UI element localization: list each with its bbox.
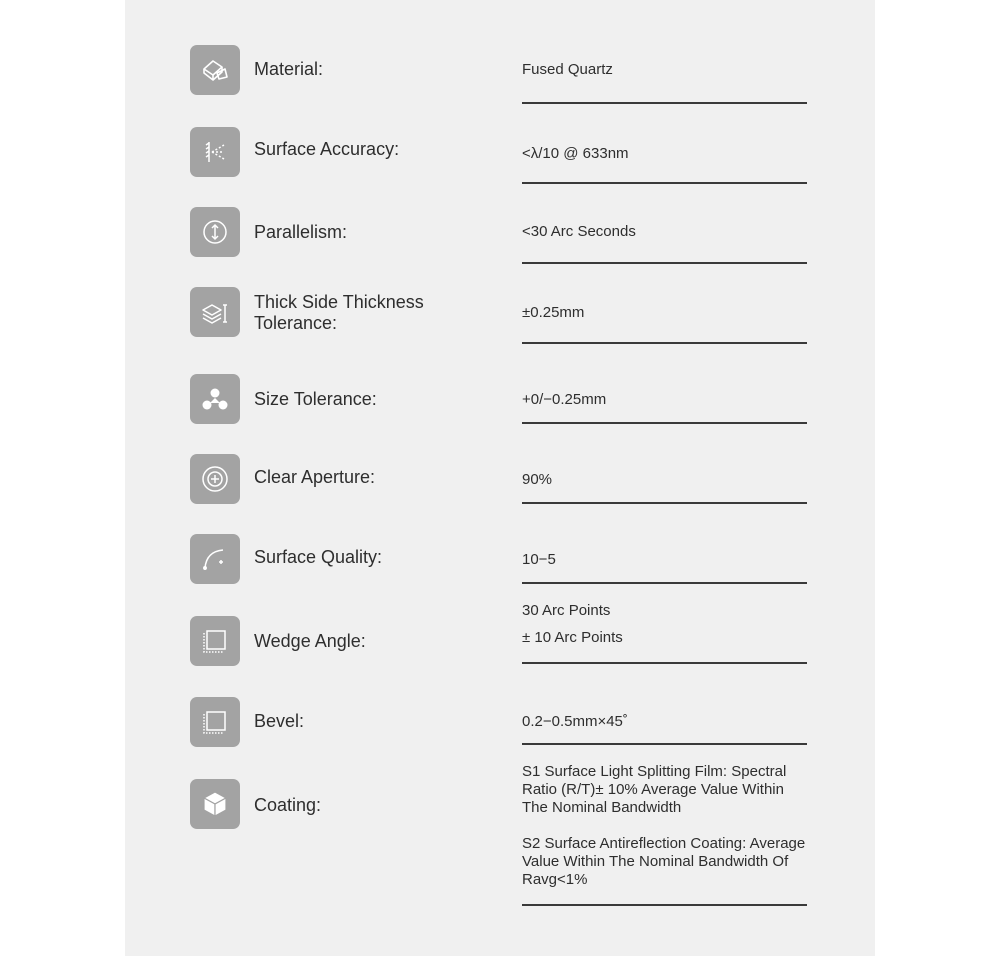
- divider: [522, 502, 807, 504]
- spec-label-coating: Coating:: [254, 795, 322, 815]
- divider: [522, 582, 807, 584]
- coating-icon: [190, 779, 240, 829]
- spec-value-bevel: 0.2−0.5mm×45˚: [522, 713, 628, 730]
- divider: [522, 262, 807, 264]
- spec-panel: [125, 0, 875, 956]
- coating-paragraph: S2 Surface Antireflection Coating: Average Value Within The Nominal Bandwidth Of Ravg<1%: [522, 835, 806, 888]
- spec-label-wedge-angle: Wedge Angle:: [254, 631, 366, 651]
- spec-label-size-tolerance: Size Tolerance:: [254, 389, 377, 409]
- spec-label-material: Material:: [254, 59, 324, 79]
- clear-aperture-icon: [190, 454, 240, 504]
- spec-value-size-tolerance: +0/−0.25mm: [522, 391, 607, 408]
- thickness-icon: [190, 287, 240, 337]
- spec-label-thickness-tolerance: Thick Side Thickness Tolerance:: [254, 292, 424, 333]
- divider: [522, 743, 807, 745]
- bevel-icon: [190, 697, 240, 747]
- divider: [522, 904, 807, 906]
- surface-accuracy-icon: [190, 127, 240, 177]
- parallelism-icon: [190, 207, 240, 257]
- spec-label-clear-aperture: Clear Aperture:: [254, 467, 376, 487]
- spec-value-wedge-angle: [522, 597, 812, 651]
- wedge-angle-line: ± 10 Arc Points: [522, 629, 623, 646]
- material-icon: [190, 45, 240, 95]
- divider: [522, 342, 807, 344]
- wedge-angle-icon: [190, 616, 240, 666]
- spec-value-parallelism: <30 Arc Seconds: [522, 223, 636, 240]
- divider: [522, 182, 807, 184]
- spec-value-material: Fused Quartz: [522, 61, 613, 78]
- surface-quality-icon: [190, 534, 240, 584]
- spec-label-parallelism: Parallelism:: [254, 222, 348, 242]
- spec-label-surface-accuracy: Surface Accuracy:: [254, 139, 400, 159]
- spec-value-thickness-tolerance: ±0.25mm: [522, 304, 585, 321]
- spec-value-surface-accuracy: <λ/10 @ 633nm: [522, 145, 629, 162]
- wedge-angle-line: 30 Arc Points: [522, 602, 611, 619]
- divider: [522, 422, 807, 424]
- spec-label-bevel: Bevel:: [254, 711, 305, 731]
- size-tolerance-icon: [190, 374, 240, 424]
- spec-value-surface-quality: 10−5: [522, 551, 556, 568]
- coating-paragraph: S1 Surface Light Splitting Film: Spectral Ratio (R/T)± 10% Average Value Within The Nominal Bandwidth: [522, 763, 787, 816]
- spec-value-coating: [522, 763, 807, 889]
- spec-label-surface-quality: Surface Quality:: [254, 547, 383, 567]
- divider: [522, 662, 807, 664]
- divider: [522, 102, 807, 104]
- spec-value-clear-aperture: 90%: [522, 471, 553, 488]
